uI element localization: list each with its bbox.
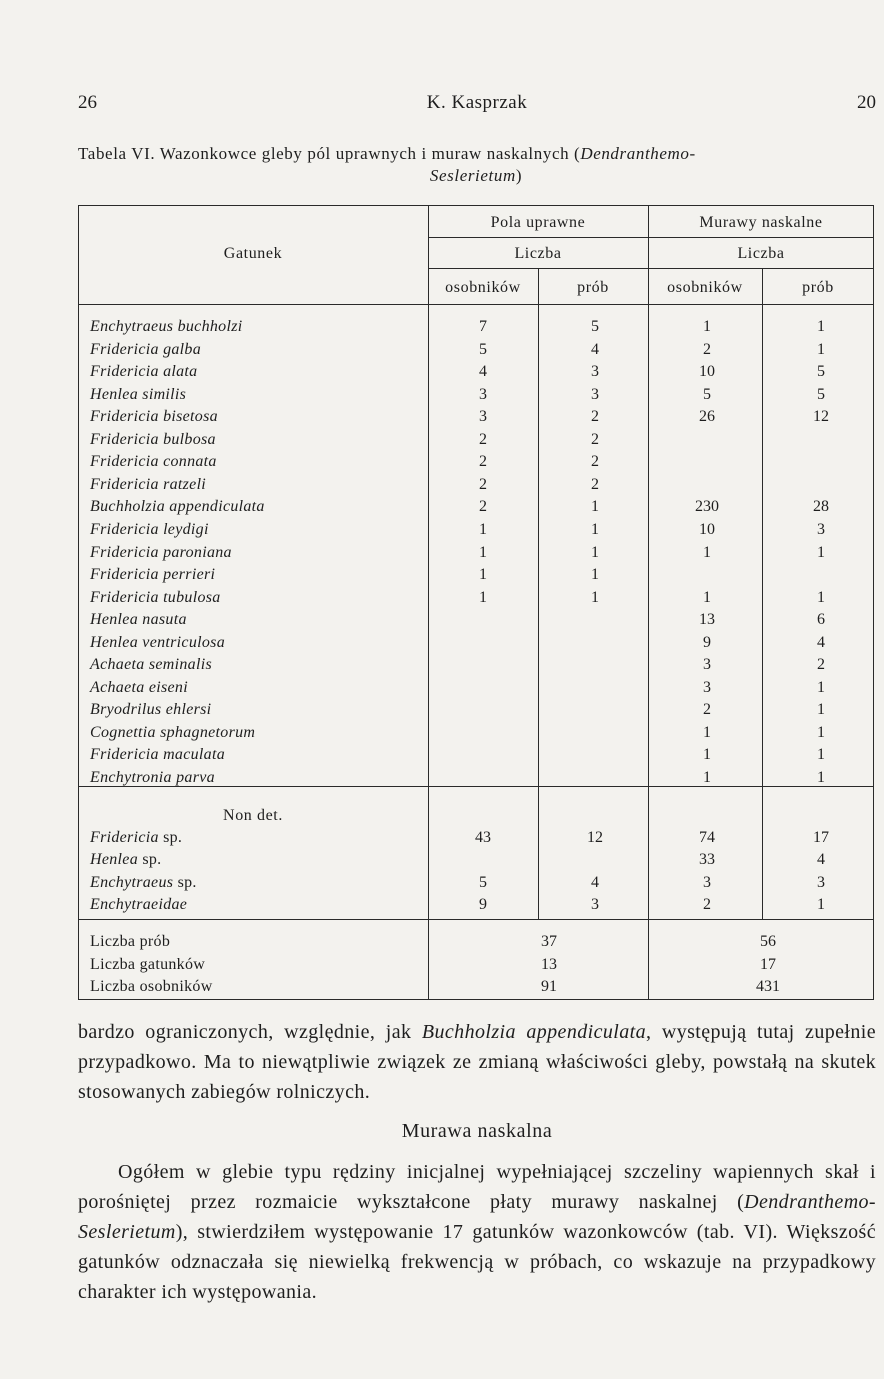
table-caption bbox=[78, 144, 874, 186]
para1-text-c: , występują tutaj zupełnie przypadkowo. Ma to niewątpliwie związek ze zmianą właściwości gleby, powstałą na skutek stosowanych zabiegów rolniczych. bbox=[78, 1021, 876, 1103]
count-cell: 1 bbox=[479, 520, 487, 538]
count-cell: 1 bbox=[591, 566, 599, 584]
summary-fields-value: 37 bbox=[541, 933, 557, 950]
species-name: Fridericia alata bbox=[90, 363, 198, 381]
species-name: Fridericia bulbosa bbox=[90, 430, 216, 448]
col-header-grass-individuals: osobników bbox=[667, 279, 743, 296]
count-cell: 1 bbox=[703, 746, 711, 764]
count-cell: 1 bbox=[479, 588, 487, 606]
count-cell: 1 bbox=[703, 318, 711, 335]
species-name: Fridericia leydigi bbox=[90, 520, 209, 538]
count-cell: 3 bbox=[817, 520, 825, 538]
count-cell: 2 bbox=[479, 498, 487, 516]
col-header-grass: Murawy naskalne bbox=[699, 214, 823, 231]
count-cell: 1 bbox=[591, 520, 599, 538]
count-cell: 9 bbox=[703, 633, 711, 651]
col-header-fields: Pola uprawne bbox=[490, 214, 586, 231]
count-cell: 1 bbox=[703, 588, 711, 606]
summary-grass-value: 56 bbox=[760, 933, 776, 950]
species-name: Cognettia sphagnetorum bbox=[90, 723, 256, 741]
table-right-border bbox=[873, 205, 874, 1000]
genus-name: Fridericia bbox=[90, 829, 159, 846]
count-cell: 4 bbox=[591, 340, 599, 358]
species-table bbox=[78, 205, 874, 1000]
count-cell: 3 bbox=[703, 678, 711, 696]
table-left-border bbox=[78, 205, 79, 1000]
species-name bbox=[90, 872, 197, 894]
count-cell: 2 bbox=[703, 895, 711, 913]
table-summary-rule bbox=[78, 919, 874, 920]
species-name bbox=[90, 849, 161, 871]
page-number-right: 20 bbox=[857, 92, 876, 113]
count-cell: 5 bbox=[479, 873, 487, 891]
count-cell: 12 bbox=[813, 408, 829, 426]
col-header-grass-samples: prób bbox=[802, 279, 834, 296]
subheading: Murawa naskalna bbox=[401, 1120, 553, 1142]
count-cell: 2 bbox=[591, 475, 599, 493]
count-cell: 4 bbox=[479, 363, 487, 381]
count-cell: 6 bbox=[817, 611, 825, 629]
species-suffix: sp. bbox=[158, 829, 183, 846]
summary-fields-value: 13 bbox=[541, 955, 557, 973]
species-name: Henlea nasuta bbox=[90, 611, 187, 629]
species-name: Fridericia bisetosa bbox=[90, 408, 218, 426]
count-cell: 1 bbox=[591, 498, 599, 516]
summary-fields-value: 91 bbox=[541, 978, 557, 995]
count-cell: 43 bbox=[475, 829, 491, 846]
count-cell: 3 bbox=[591, 895, 599, 913]
species-name: Enchytronia parva bbox=[90, 769, 215, 786]
summary-grass-value: 431 bbox=[756, 978, 780, 995]
count-cell: 2 bbox=[479, 453, 487, 471]
count-cell: 1 bbox=[591, 543, 599, 561]
count-cell: 1 bbox=[817, 340, 825, 358]
col-header-fields-individuals: osobników bbox=[445, 279, 521, 296]
summary-label: Liczba prób bbox=[90, 933, 171, 950]
caption-italic-1: Dendranthemo- bbox=[580, 144, 696, 163]
count-cell: 4 bbox=[591, 873, 599, 891]
page-number-left: 26 bbox=[78, 92, 97, 113]
table-top-rule bbox=[78, 205, 874, 206]
count-cell: 9 bbox=[479, 895, 487, 913]
count-cell: 1 bbox=[591, 588, 599, 606]
running-author: K. Kasprzak bbox=[426, 92, 528, 113]
species-name bbox=[90, 827, 182, 849]
para2-text-c: ), stwierdziłem występowanie 17 gatunków wazonkowców (tab. VI). Większość gatunków odznaczała się niewielką frekwencją w próbach, co wskazuje na przypadkowy charakter ich występowania. bbox=[78, 1221, 876, 1303]
group-rule bbox=[428, 237, 874, 238]
table-bottom-rule bbox=[78, 999, 874, 1000]
count-cell: 33 bbox=[699, 851, 715, 869]
summary-grass-value: 17 bbox=[760, 955, 776, 973]
count-cell: 1 bbox=[817, 895, 825, 913]
count-cell: 74 bbox=[699, 829, 715, 846]
count-cell: 10 bbox=[699, 520, 715, 538]
count-cell: 1 bbox=[817, 701, 825, 719]
count-cell: 5 bbox=[703, 385, 711, 403]
count-cell: 2 bbox=[703, 701, 711, 719]
count-cell: 4 bbox=[817, 633, 825, 651]
species-suffix: sp. bbox=[173, 873, 197, 891]
count-cell: 1 bbox=[817, 318, 825, 335]
para1-text-a: bardzo ograniczonych, względnie, jak bbox=[78, 1021, 422, 1043]
count-cell: 3 bbox=[703, 656, 711, 674]
count-cell: 2 bbox=[591, 453, 599, 471]
genus-name: Enchytraeidae bbox=[90, 895, 188, 913]
count-cell: 12 bbox=[587, 829, 603, 846]
col-header-species: Gatunek bbox=[223, 245, 283, 262]
count-cell: 3 bbox=[479, 408, 487, 426]
summary-label: Liczba osobników bbox=[90, 978, 213, 995]
count-cell: 2 bbox=[591, 430, 599, 448]
count-cell: 1 bbox=[703, 723, 711, 741]
count-cell: 7 bbox=[479, 318, 487, 335]
count-cell: 3 bbox=[479, 385, 487, 403]
para2-italic: Dendranthemo-Seslerietum bbox=[78, 1191, 876, 1243]
summary-label: Liczba gatunków bbox=[90, 955, 206, 973]
count-cell: 230 bbox=[695, 498, 719, 516]
species-name: Achaeta eiseni bbox=[90, 678, 188, 696]
count-cell: 2 bbox=[591, 408, 599, 426]
col-divider-groups bbox=[648, 205, 649, 1000]
count-cell: 5 bbox=[479, 340, 487, 358]
count-cell: 3 bbox=[703, 873, 711, 891]
count-cell: 1 bbox=[703, 769, 711, 786]
count-cell: 1 bbox=[817, 678, 825, 696]
para1-italic: Buchholzia appendiculata bbox=[421, 1021, 646, 1043]
col-divider-fields bbox=[538, 269, 539, 919]
count-cell: 1 bbox=[817, 588, 825, 606]
non-det-label: Non det. bbox=[223, 807, 283, 824]
species-name: Fridericia paroniana bbox=[90, 543, 232, 561]
count-cell: 1 bbox=[479, 543, 487, 561]
col-divider-species bbox=[428, 205, 429, 1000]
count-cell: 3 bbox=[817, 873, 825, 891]
count-cell: 1 bbox=[817, 769, 825, 786]
species-name: Fridericia tubulosa bbox=[90, 588, 221, 606]
para2-text-a: Ogółem w glebie typu rędziny inicjalnej wypełniającej szczeliny wapiennych skał i porośniętej przez rozmaicie wykształcone płaty murawy naskalnej ( bbox=[78, 1161, 876, 1213]
species-suffix: sp. bbox=[138, 851, 162, 869]
count-cell: 1 bbox=[817, 543, 825, 561]
count-cell: 3 bbox=[591, 363, 599, 381]
count-cell: 17 bbox=[813, 829, 829, 846]
count-cell: 10 bbox=[699, 363, 715, 381]
species-name: Buchholzia appendiculata bbox=[90, 498, 265, 516]
count-cell: 1 bbox=[817, 723, 825, 741]
caption-italic-2: Seslerietum bbox=[429, 166, 516, 185]
caption-suffix: ) bbox=[515, 166, 523, 185]
count-cell: 2 bbox=[817, 656, 825, 674]
count-cell: 2 bbox=[479, 475, 487, 493]
species-name: Fridericia galba bbox=[90, 340, 202, 358]
count-cell: 2 bbox=[703, 340, 711, 358]
species-name: Fridericia connata bbox=[90, 453, 217, 471]
sub-rule bbox=[428, 268, 874, 269]
paragraph-1 bbox=[78, 1017, 876, 1107]
species-name: Fridericia ratzeli bbox=[90, 475, 207, 493]
genus-name: Henlea bbox=[90, 851, 139, 869]
col-header-fields-count: Liczba bbox=[514, 245, 562, 262]
species-name bbox=[90, 894, 187, 916]
count-cell: 5 bbox=[817, 363, 825, 381]
species-name: Bryodrilus ehlersi bbox=[90, 701, 212, 719]
count-cell: 3 bbox=[591, 385, 599, 403]
paragraph-2 bbox=[78, 1157, 876, 1307]
count-cell: 4 bbox=[817, 851, 825, 869]
running-header bbox=[78, 92, 876, 118]
col-header-fields-samples: prób bbox=[577, 279, 609, 296]
species-name: Henlea ventriculosa bbox=[90, 633, 225, 651]
genus-name: Enchytraeus bbox=[90, 873, 174, 891]
caption-line-2 bbox=[78, 166, 874, 186]
table-header-rule bbox=[78, 304, 874, 305]
count-cell: 2 bbox=[479, 430, 487, 448]
count-cell: 1 bbox=[703, 543, 711, 561]
species-name: Fridericia perrieri bbox=[90, 566, 216, 584]
col-header-grass-count: Liczba bbox=[737, 245, 785, 262]
count-cell: 26 bbox=[699, 408, 715, 426]
count-cell: 5 bbox=[817, 385, 825, 403]
count-cell: 13 bbox=[699, 611, 715, 629]
count-cell: 5 bbox=[591, 318, 599, 335]
species-name: Enchytraeus buchholzi bbox=[90, 318, 243, 335]
species-name: Fridericia maculata bbox=[90, 746, 226, 764]
species-name: Henlea similis bbox=[90, 385, 187, 403]
caption-line-1 bbox=[78, 144, 874, 164]
count-cell: 1 bbox=[479, 566, 487, 584]
count-cell: 28 bbox=[813, 498, 829, 516]
col-divider-grass bbox=[762, 269, 763, 919]
count-cell: 1 bbox=[817, 746, 825, 764]
species-name: Achaeta seminalis bbox=[90, 656, 212, 674]
caption-text: Tabela VI. Wazonkowce gleby pól uprawnych i muraw naskalnych ( bbox=[78, 144, 581, 163]
